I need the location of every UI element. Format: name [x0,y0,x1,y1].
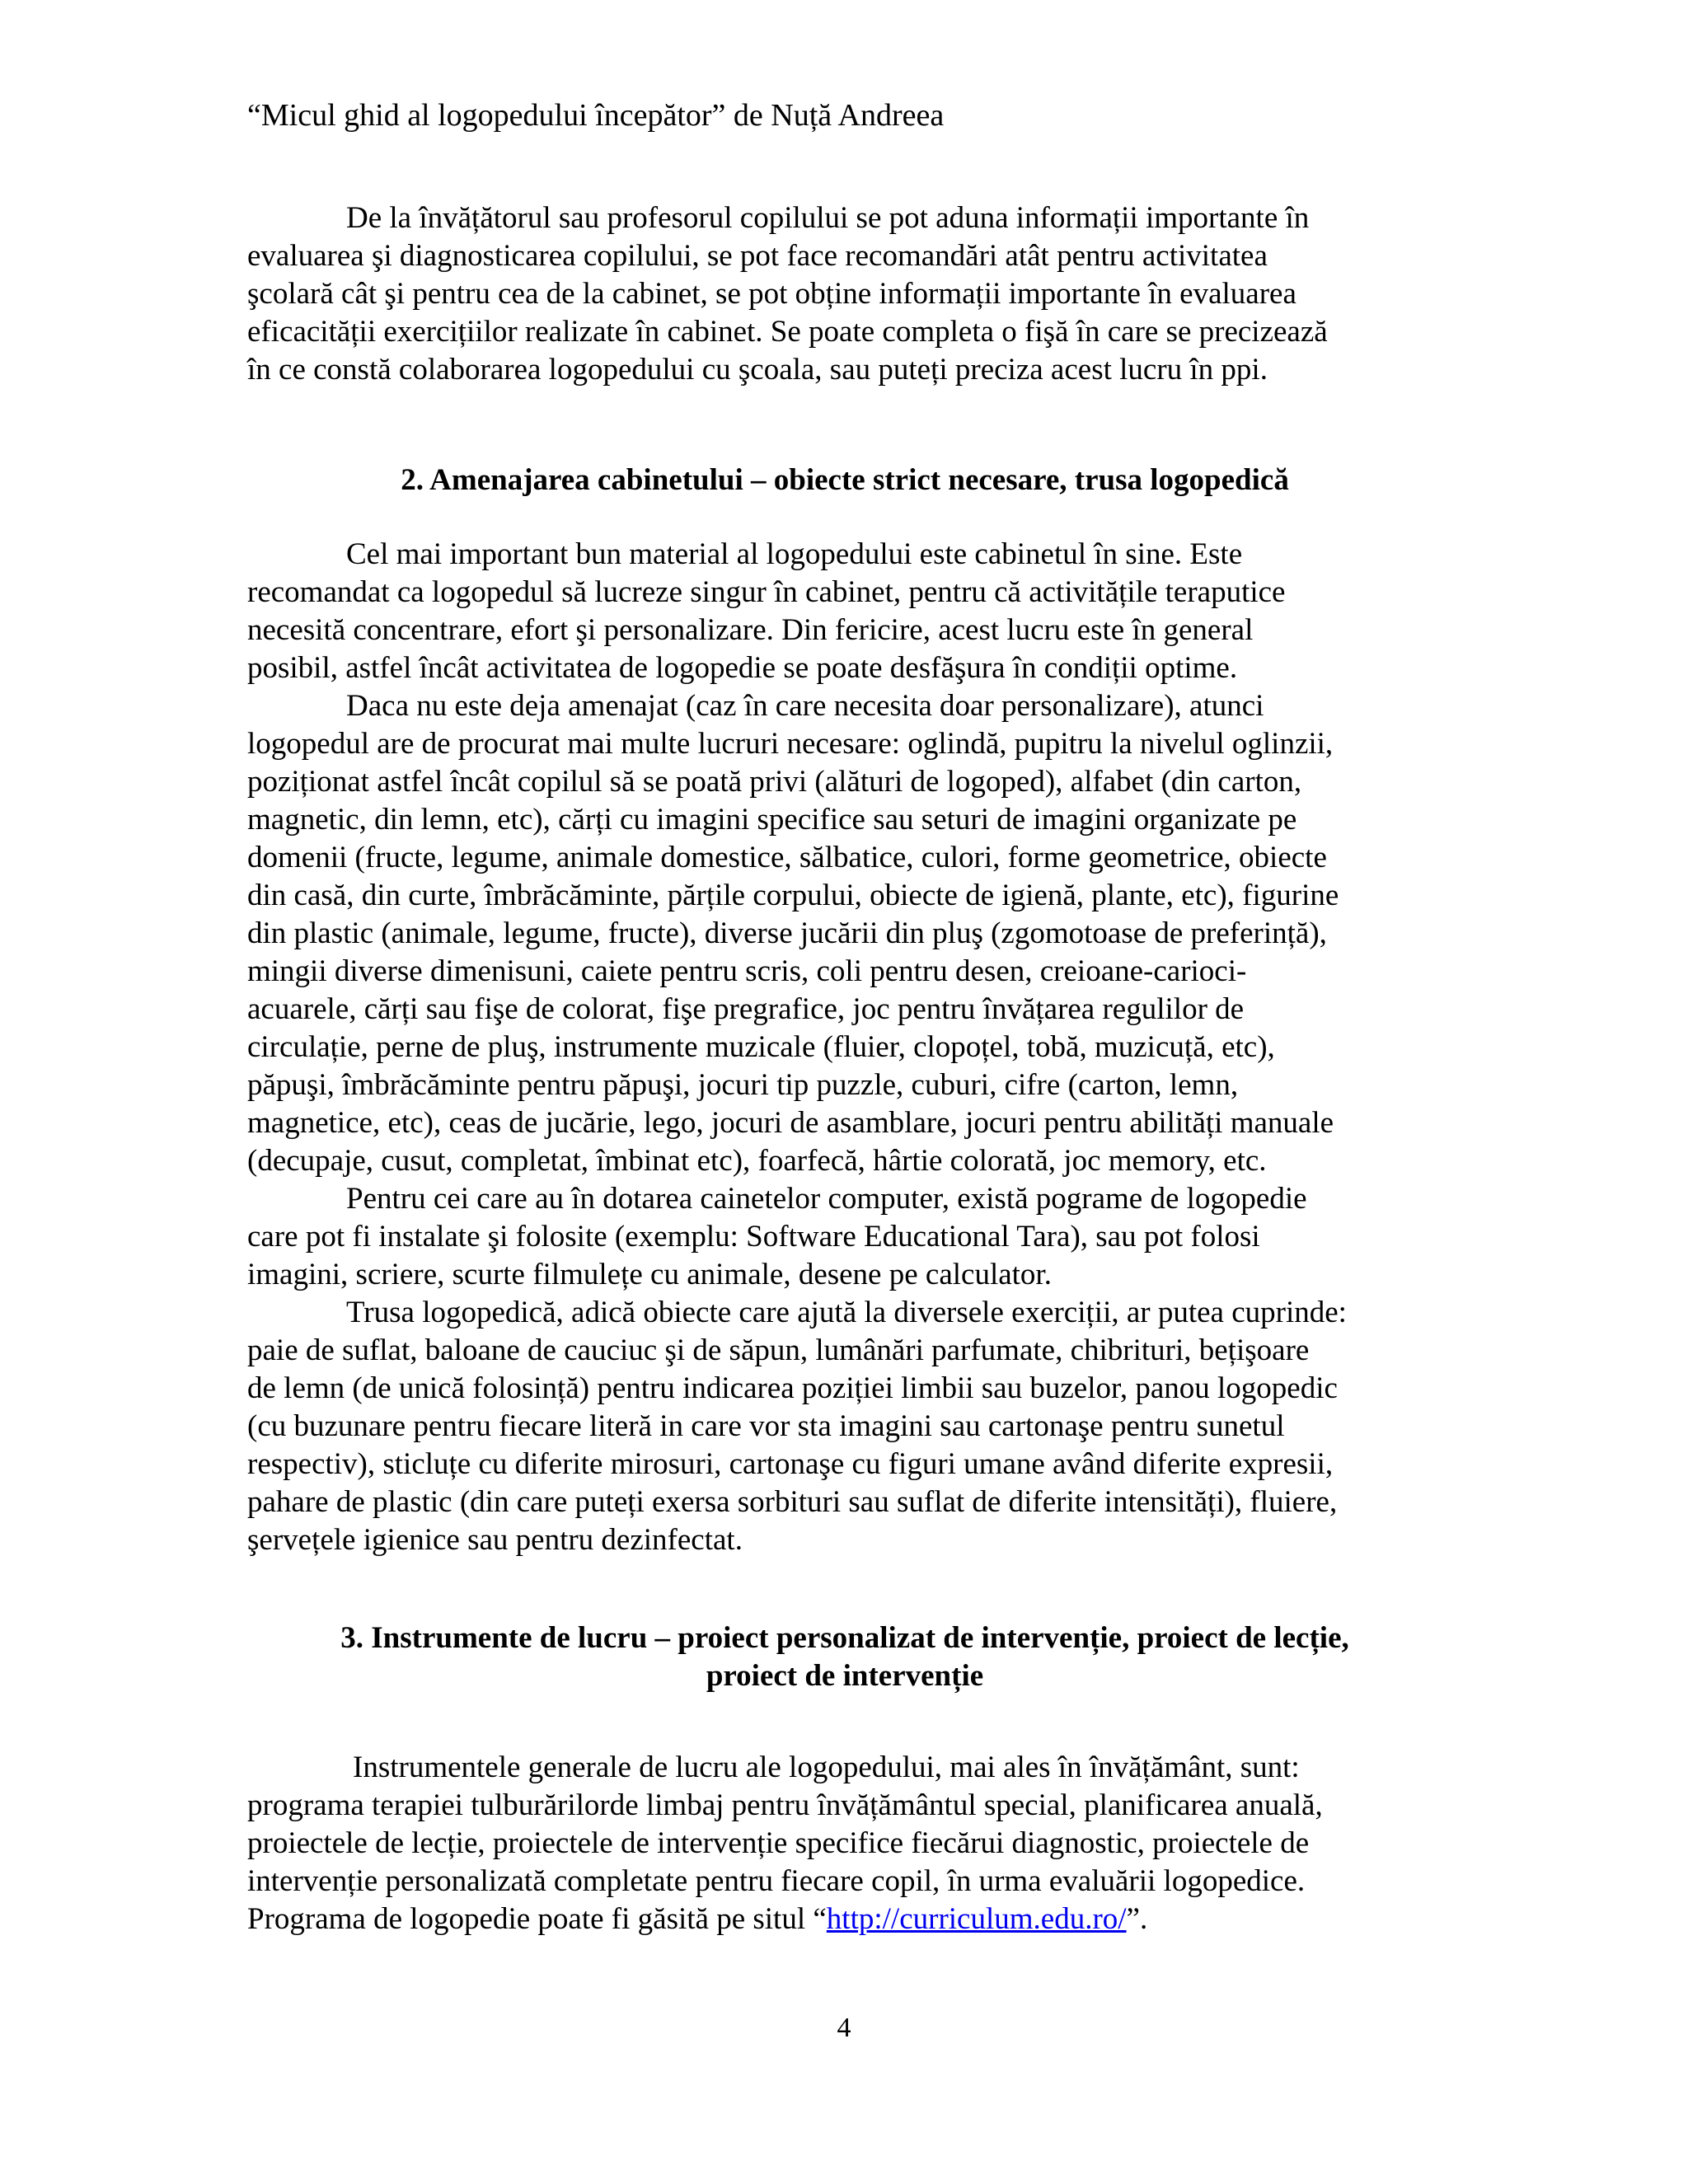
text-line: (cu buzunare pentru fiecare literă in care vor sta imagini sau cartonaşe pentru sunetul [247,1409,1285,1443]
heading-line: 3. Instrumente de lucru – proiect personalizat de intervenție, proiect de lecție, [340,1621,1349,1655]
heading-line: proiect de intervenție [706,1659,984,1693]
text-line: păpuşi, îmbrăcăminte pentru păpuşi, jocuri tip puzzle, cuburi, cifre (carton, lemn, [247,1068,1239,1102]
text-line: care pot fi instalate şi folosite (exemplu: Software Educational Tara), sau pot folosi [247,1220,1260,1254]
text-line: în ce constă colaborarea logopedului cu şcoala, sau puteți preciza acest lucru în ppi. [247,353,1268,387]
text-line: necesită concentrare, efort şi personalizare. Din fericire, acest lucru este în general [247,613,1254,647]
text-line: Instrumentele generale de lucru ale logopedului, mai ales în învățământ, sunt: [353,1750,1300,1784]
text-line: posibil, astfel încât activitatea de logopedie se poate desfăşura în condiții optime. [247,651,1238,685]
text-line: Cel mai important bun material al logopedului este cabinetul în sine. Este [346,537,1243,571]
text-line: pahare de plastic (din care puteți exersa sorbituri sau suflat de diferite intensități), fluiere, [247,1485,1338,1519]
text-line: Daca nu este deja amenajat (caz în care necesita doar personalizare), atunci [346,689,1264,723]
paragraph [247,1294,1442,1559]
paragraph [247,1180,1442,1294]
text-line: poziționat astfel încât copilul să se poată privi (alături de logoped), alfabet (din carton, [247,765,1302,799]
text-line: programa terapiei tulburărilorde limbaj pentru învățământul special, planificarea anuală, [247,1788,1323,1822]
intro-paragraph [247,199,1442,389]
text-line: mingii diverse dimenisuni, caiete pentru scris, coli pentru desen, creioane-carioci- [247,954,1247,988]
text-line: respectiv), sticluțe cu diferite mirosuri, cartonaşe cu figuri umane având diferite expresii, [247,1447,1334,1481]
text-line: logopedul are de procurat mai multe lucruri necesare: oglindă, pupitru la nivelul oglinzii, [247,727,1334,761]
section-3-heading [247,1619,1442,1695]
text-line: De la învățătorul sau profesorul copilului se pot aduna informații importante în [346,201,1310,235]
text-line-with-link [247,1900,1442,1938]
curriculum-link[interactable]: http://curriculum.edu.ro/ [826,1902,1127,1936]
text-line: Pentru cei care au în dotarea cainetelor computer, există pograme de logopedie [346,1182,1307,1216]
section-2-heading: 2. Amenajarea cabinetului – obiecte strict necesare, trusa logopedică [401,463,1289,497]
section-2-body [247,536,1442,1559]
link-suffix: ”. [1126,1902,1148,1936]
text-line: şervețele igienice sau pentru dezinfectat. [247,1523,743,1557]
text-line: circulație, perne de pluş, instrumente muzicale (fluier, clopoțel, tobă, muzicuță, etc), [247,1030,1275,1064]
text-line: imagini, scriere, scurte filmulețe cu animale, desene pe calculator. [247,1258,1052,1291]
text-line: magnetic, din lemn, etc), cărți cu imagini specifice sau seturi de imagini organizate pe [247,803,1297,837]
running-header: “Micul ghid al logopedului începător” de Nuță Andreea [247,98,945,133]
link-prefix: Programa de logopedie poate fi găsită pe situl “ [247,1902,827,1936]
text-line: acuarele, cărți sau fişe de colorat, fişe pregrafice, joc pentru învățarea regulilor de [247,992,1245,1026]
text-line: intervenție personalizată completate pentru fiecare copil, în urma evaluării logopedice. [247,1864,1306,1898]
text-line: de lemn (de unică folosință) pentru indicarea poziției limbii sau buzelor, panou logopedic [247,1371,1338,1405]
text-line: paie de suflat, baloane de cauciuc şi de săpun, lumânări parfumate, chibrituri, bețişoare [247,1333,1310,1367]
text-line: şcolară cât şi pentru cea de la cabinet, se pot obține informații importante în evaluarea [247,277,1296,311]
text-line: Trusa logopedică, adică obiecte care ajută la diversele exerciții, ar putea cuprinde: [346,1296,1347,1329]
section-3-body [247,1749,1442,1938]
page-number: 4 [837,2013,851,2043]
paragraph [247,687,1442,1180]
text-line: (decupaje, cusut, completat, îmbinat etc), foarfecă, hârtie colorată, joc memory, etc. [247,1144,1267,1178]
text-line: din plastic (animale, legume, fructe), diverse jucării din pluş (zgomotoase de preferință), [247,916,1327,950]
text-line: magnetice, etc), ceas de jucărie, lego, jocuri de asamblare, jocuri pentru abilități manuale [247,1106,1334,1140]
text-line: recomandat ca logopedul să lucreze singur în cabinet, pentru că activitățile teraputice [247,575,1286,609]
text-line: evaluarea şi diagnosticarea copilului, se pot face recomandări atât pentru activitatea [247,239,1268,273]
text-line: domenii (fructe, legume, animale domestice, sălbatice, culori, forme geometrice, obiecte [247,841,1327,874]
text-line: eficacității exercițiilor realizate în cabinet. Se poate completa o fişă în care se precizează [247,315,1328,349]
text-line: din casă, din curte, îmbrăcăminte, părțile corpului, obiecte de igienă, plante, etc), figurine [247,879,1339,912]
text-line: proiectele de lecție, proiectele de intervenție specifice fiecărui diagnostic, proiectele de [247,1826,1310,1860]
paragraph [247,536,1442,687]
